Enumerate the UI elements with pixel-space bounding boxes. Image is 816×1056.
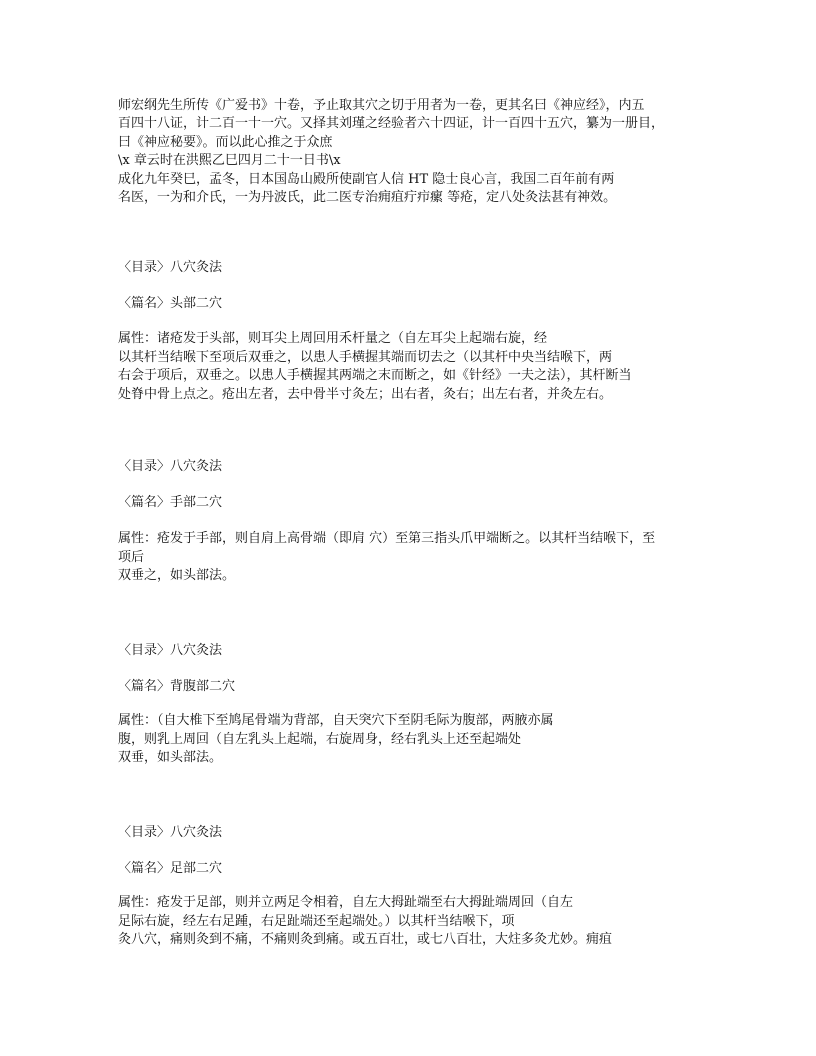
catalog-heading: 〈目录〉八穴灸法: [118, 459, 223, 474]
text-line: 项后: [118, 550, 145, 565]
text-line: 腹，则乳上周回（自左乳头上起端，右旋周身，经右乳头上还至起端处: [118, 732, 522, 747]
text-line: 属性：疮发于足部，则并立两足令相着，自左大拇趾端至右大拇趾端周回（自左: [118, 895, 574, 910]
text-line: 以其杆当结喉下至项后双垂之，以患人手横握其端而切去之（以其杆中央当结喉下，两: [118, 350, 613, 365]
text-line: 曰《神应秘要》。而以此心推之于众庶: [118, 135, 333, 150]
catalog-heading: 〈目录〉八穴灸法: [118, 260, 223, 275]
chapter-title: 〈篇名〉足部二穴: [118, 861, 223, 876]
text-line: 灸八穴，痛则灸到不痛，不痛则灸到痛。或五百壮，或七八百壮，大炷多灸尤妙。痈疽: [118, 932, 613, 947]
text-line: 属性：疮发于手部，则自肩上高骨端（即肩 穴）至第三指头爪甲端断之。以其杆当结喉下，至: [118, 531, 656, 546]
catalog-heading: 〈目录〉八穴灸法: [118, 643, 223, 658]
text-line: 属性：（自大椎下至鸠尾骨端为背部，自天突穴下至阴毛际为腹部，两腋亦属: [118, 713, 554, 728]
text-line: \x 章云时在洪熙乙巳四月二十一日书\x: [118, 153, 341, 168]
text-line: 百四十八证，计二百一十一穴。又择其刘瑾之经验者六十四证，计一百四十五穴，纂为一册目，: [118, 116, 665, 131]
text-line: 名医，一为和介氏，一为丹波氏，此二医专治痈疽疔疖瘰 等疮，定八处灸法甚有神效。: [118, 190, 617, 205]
text-line: 成化九年癸巳，孟冬，日本国岛山殿所使副官人信 HT 隐士良心言，我国二百年前有两: [118, 172, 615, 187]
chapter-title: 〈篇名〉背腹部二穴: [118, 679, 236, 694]
text-line: 处脊中骨上点之。疮出左者，去中骨半寸灸左；出右者，灸右；出左右者，并灸左右。: [118, 387, 613, 402]
text-line: 双垂，如头部法。: [118, 750, 223, 765]
text-line: 右会于项后，双垂之。以患人手横握其两端之末而断之，如《针经》一夫之法），其杆断当: [118, 368, 632, 383]
text-line: 双垂之，如头部法。: [118, 568, 236, 583]
chapter-title: 〈篇名〉头部二穴: [118, 296, 223, 311]
text-line: 师宏纲先生所传《广爱书》十卷，予止取其穴之切于用者为一卷，更其名曰《神应经》，内五: [118, 98, 645, 113]
chapter-title: 〈篇名〉手部二穴: [118, 495, 223, 510]
catalog-heading: 〈目录〉八穴灸法: [118, 825, 223, 840]
text-line: 属性：诸疮发于头部，则耳尖上周回用禾杆量之（自左耳尖上起端右旋，经: [118, 331, 548, 346]
text-line: 足际右旋，经左右足踵，右足趾端还至起端处。）以其杆当结喉下，项: [118, 914, 515, 929]
